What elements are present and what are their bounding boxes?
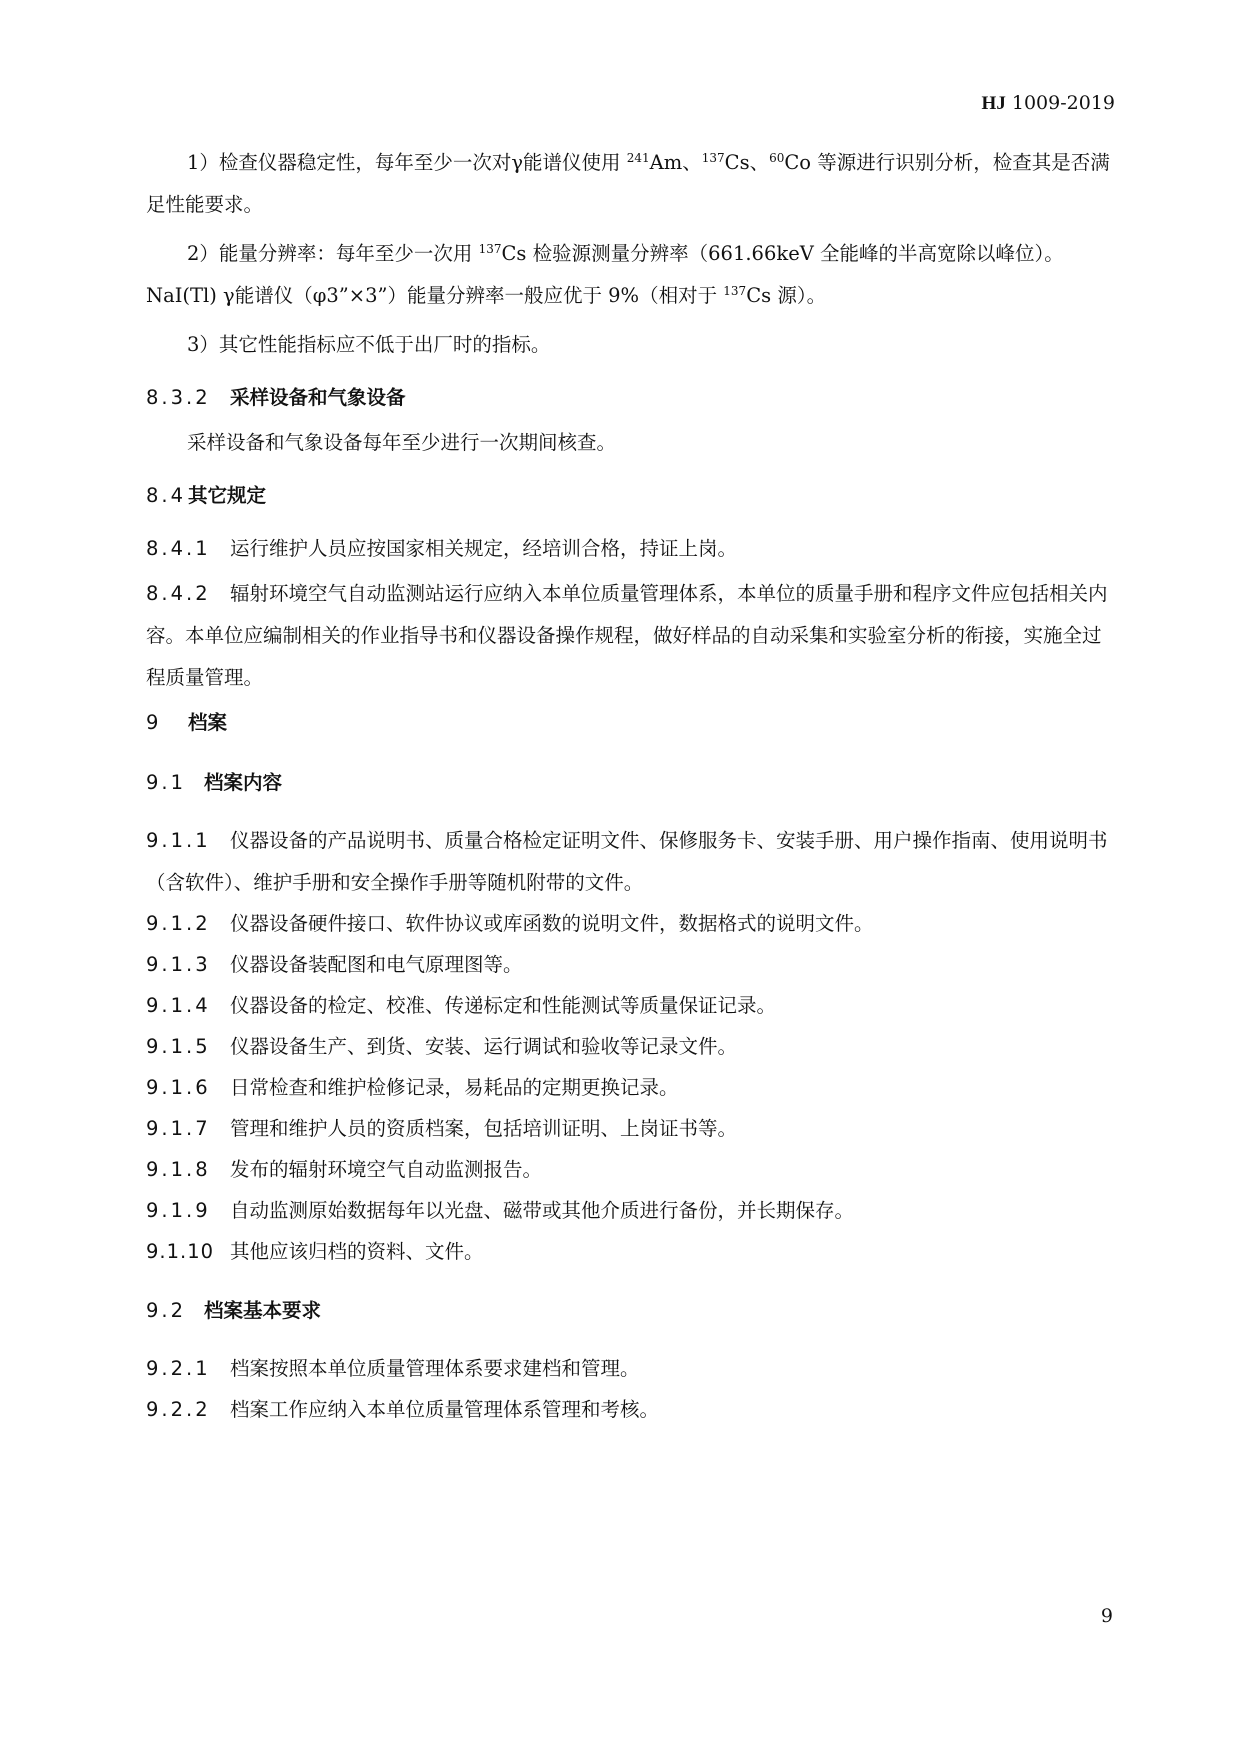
section-8-4-1: 8.4.1 运行维护人员应按国家相关规定，经培训合格，持证上岗。 [146,537,738,560]
list-item-9-1-9: 9.1.9 自动监测原始数据每年以光盘、磁带或其他介质进行备份，并长期保存。 [146,1199,855,1222]
list-item-9-1-7: 9.1.7 管理和维护人员的资质档案，包括培训证明、上岗证书等。 [146,1117,738,1140]
section-8-3-2-body: 采样设备和气象设备每年至少进行一次期间核查。 [187,431,617,454]
section-8-4-heading: 8.4 其它规定 [146,484,267,507]
section-8-3-2-heading: 8.3.2 采样设备和气象设备 [146,386,406,409]
standard-code-prefix: HJ [981,93,1006,114]
list-item-9-1-8: 9.1.8 发布的辐射环境空气自动监测报告。 [146,1158,543,1181]
list-item-9-1-5: 9.1.5 仪器设备生产、到货、安装、运行调试和验收等记录文件。 [146,1035,738,1058]
list-item-9-2-2: 9.2.2 档案工作应纳入本单位质量管理体系管理和考核。 [146,1398,660,1421]
page-number: 9 [1100,1605,1113,1627]
list-item-9-1-6: 9.1.6 日常检查和维护检修记录，易耗品的定期更换记录。 [146,1076,679,1099]
list-item-9-1-10: 9.1.10 其他应该归档的资料、文件。 [146,1240,484,1263]
item-energy-resolution: 2）能量分辨率：每年至少一次用 $^{137}$Cs 检验源测量分辨率（661.66keV 全能峰的半高宽除以峰位）。NaI(Tl) γ能谱仪（φ3”×3”）能量分辨率一般应优于 9%（相对于 $^{137}$Cs 源）。 [146,242,1064,307]
section-9-1-heading: 9.1 档案内容 [146,771,283,794]
item-instrument-stability: 1）检查仪器稳定性，每年至少一次对γ能谱仪使用 $^{241}$Am、$^{137}$Cs、$^{60}$Co 等源进行识别分析，检查其是否满足性能要求。 [146,151,1110,216]
list-item-9-1-4: 9.1.4 仪器设备的检定、校准、传递标定和性能测试等质量保证记录。 [146,994,777,1017]
item-other-performance: 3）其它性能指标应不低于出厂时的指标。 [187,333,551,356]
section-8-4-2: 8.4.2 辐射环境空气自动监测站运行应纳入本单位质量管理体系，本单位的质量手册和程序文件应包括相关内容。本单位应编制相关的作业指导书和仪器设备操作规程，做好样品的自动采集和实验室分析的衔接，实施全过程质量管理。 [146,582,1108,689]
list-item-9-1-3: 9.1.3 仪器设备装配图和电气原理图等。 [146,953,523,976]
section-9-heading: 9 档案 [146,711,228,734]
list-item-9-1-1: 9.1.1 仪器设备的产品说明书、质量合格检定证明文件、保修服务卡、安装手册、用户操作指南、使用说明书（含软件）、维护手册和安全操作手册等随机附带的文件。 [146,829,1108,894]
list-item-9-1-2: 9.1.2 仪器设备硬件接口、软件协议或库函数的说明文件，数据格式的说明文件。 [146,912,874,935]
list-item-9-2-1: 9.2.1 档案按照本单位质量管理体系要求建档和管理。 [146,1357,640,1380]
standard-code-header [982,92,1115,115]
standard-code-number: 1009-2019 [1005,92,1115,114]
section-9-2-heading: 9.2 档案基本要求 [146,1299,322,1322]
